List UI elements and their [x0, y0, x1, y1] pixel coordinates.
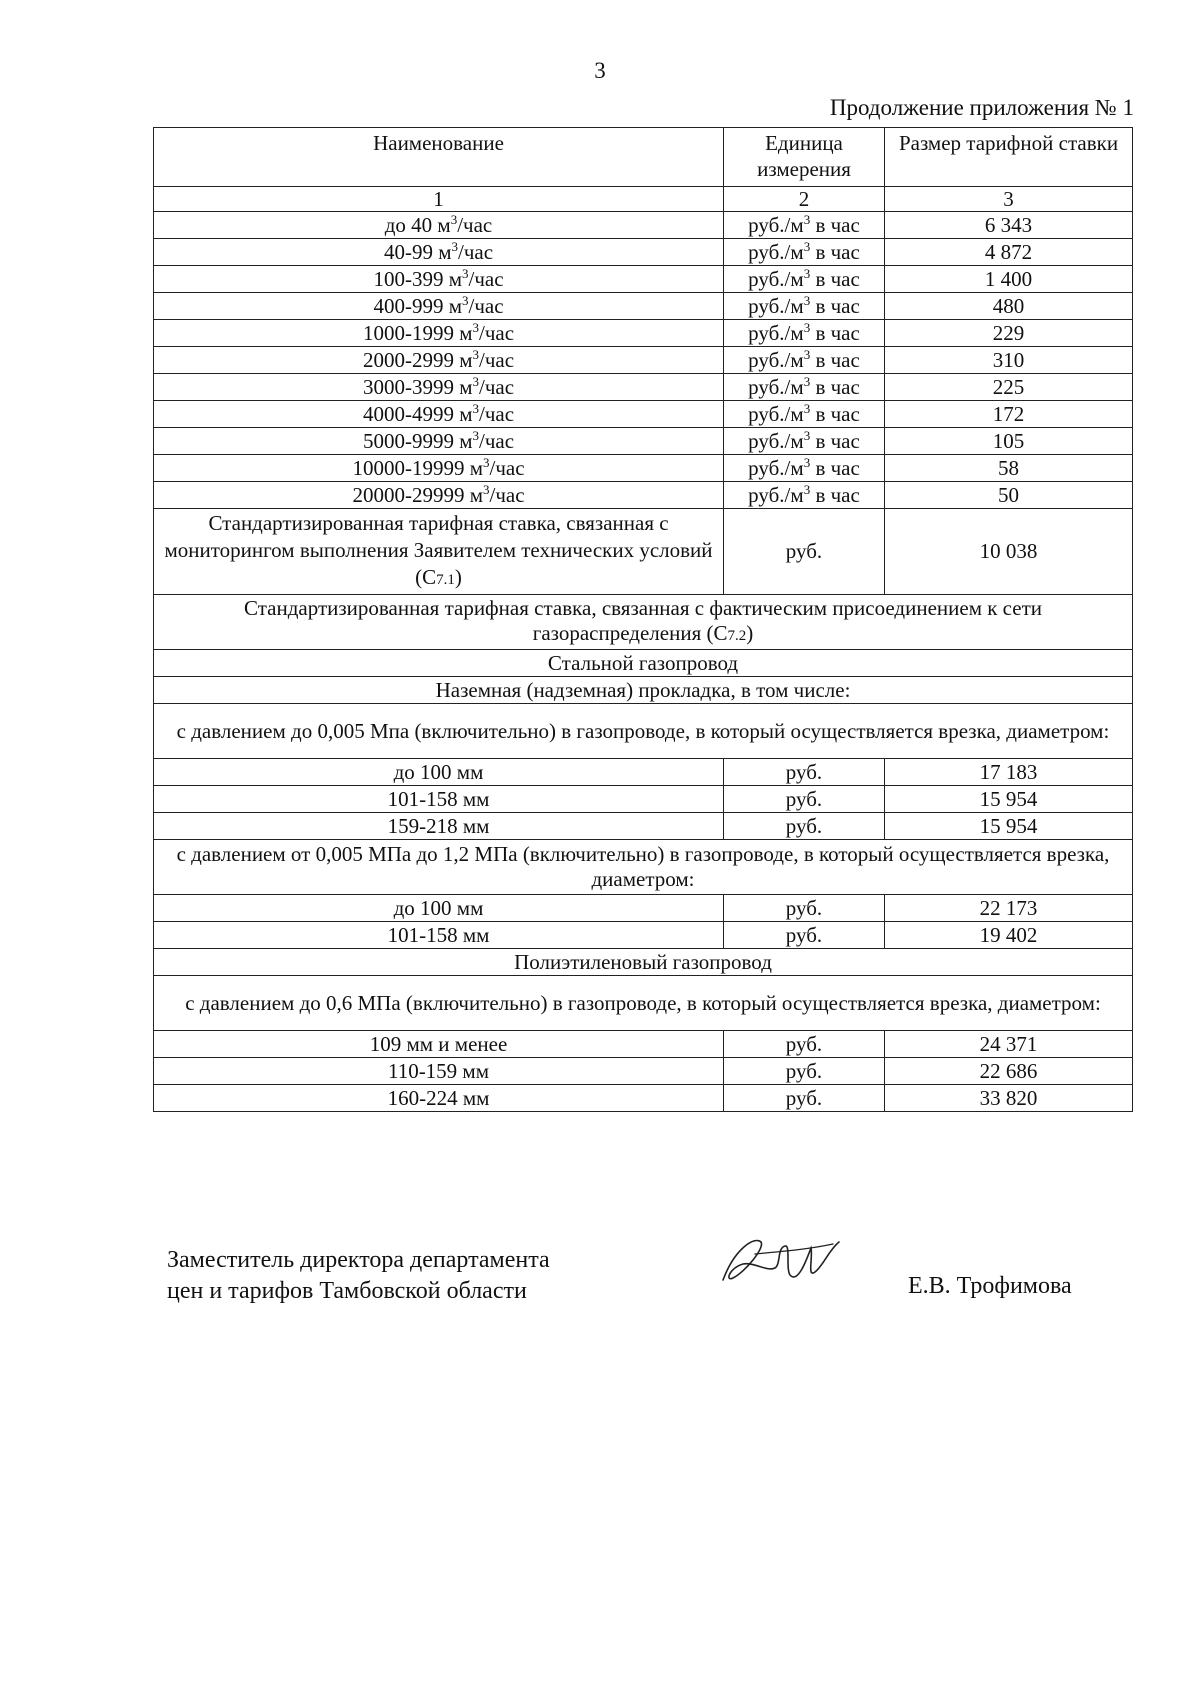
table-header-row — [154, 128, 1133, 187]
range-cell — [154, 320, 724, 347]
diameter-cell: до 100 мм — [154, 759, 724, 786]
range-unit: /час — [479, 401, 515, 426]
unit-cell: руб. — [724, 1031, 885, 1058]
unit-suffix: в час — [810, 428, 860, 453]
table-row — [154, 293, 1133, 320]
low-pressure-heading: с давлением до 0,005 Мпа (включительно) в газопроводе, в который осуществляется врезка, диаметром: — [154, 704, 1133, 759]
rate-cell: 19 402 — [885, 922, 1133, 949]
range-cell — [154, 401, 724, 428]
diameter-cell: до 100 мм — [154, 895, 724, 922]
unit-label: руб./м — [748, 239, 804, 264]
table-row — [154, 786, 1133, 813]
table-row — [154, 1031, 1133, 1058]
rate-cell: 4 872 — [885, 239, 1133, 266]
unit-superscript: 3 — [803, 400, 811, 416]
monitoring-row — [154, 509, 1133, 595]
range-label: 2000-2999 м — [362, 347, 473, 372]
table-row — [154, 455, 1133, 482]
unit-suffix: в час — [810, 293, 860, 318]
range-unit: /час — [479, 347, 515, 372]
unit-superscript: 3 — [803, 427, 811, 443]
unit-cell — [724, 347, 885, 374]
unit-cell — [724, 428, 885, 455]
unit-superscript: 3 — [803, 211, 811, 227]
rate-cell: 15 954 — [885, 786, 1133, 813]
section-heading-row — [154, 704, 1133, 759]
range-unit: /час — [489, 455, 525, 480]
table-row — [154, 374, 1133, 401]
unit-superscript: 3 — [451, 238, 458, 254]
table-row — [154, 482, 1133, 509]
table-row — [154, 401, 1133, 428]
monitoring-name: Стандартизированная тарифная ставка, связанная с мониторингом выполнения Заявителем технических условий (С — [164, 510, 713, 589]
position-line: цен и тарифов Тамбовской области — [167, 1278, 527, 1304]
section-heading-row — [154, 650, 1133, 677]
unit-label: руб./м — [748, 266, 804, 291]
unit-label: руб./м — [748, 293, 804, 318]
rate-cell: 105 — [885, 428, 1133, 455]
connection-heading-end: ) — [746, 620, 754, 645]
range-label: 3000-3999 м — [362, 374, 473, 399]
range-label: 4000-4999 м — [362, 401, 473, 426]
connection-heading-subscript: 7.2 — [727, 627, 747, 644]
position-line: Заместитель директора департамента — [167, 1247, 550, 1273]
range-cell — [154, 455, 724, 482]
aboveground-heading: Наземная (надземная) прокладка, в том числе: — [154, 677, 1133, 704]
unit-label: руб./м — [748, 212, 804, 237]
unit-label: руб./м — [748, 428, 804, 453]
rate-cell: 15 954 — [885, 813, 1133, 840]
unit-superscript: 3 — [472, 427, 479, 443]
range-label: 40-99 м — [383, 239, 452, 264]
rate-cell: 50 — [885, 482, 1133, 509]
unit-suffix: в час — [810, 320, 860, 345]
unit-superscript: 3 — [450, 211, 458, 227]
unit-superscript: 3 — [472, 346, 479, 362]
signatory-position — [167, 1245, 550, 1307]
rate-cell: 22 173 — [885, 895, 1133, 922]
unit-cell — [724, 374, 885, 401]
range-unit: /час — [468, 266, 504, 291]
range-label: 10000-19999 м — [352, 455, 483, 480]
unit-cell — [724, 455, 885, 482]
rate-cell: 172 — [885, 401, 1133, 428]
diameter-cell: 109 мм и менее — [154, 1031, 724, 1058]
range-cell — [154, 212, 724, 239]
range-cell — [154, 428, 724, 455]
unit-cell — [724, 401, 885, 428]
range-unit: /час — [479, 320, 515, 345]
table-row — [154, 428, 1133, 455]
monitoring-subscript: 7.1 — [436, 571, 455, 588]
unit-superscript: 3 — [483, 481, 490, 497]
unit-suffix: в час — [810, 455, 860, 480]
range-cell — [154, 266, 724, 293]
section-heading-row — [154, 840, 1133, 895]
range-cell — [154, 347, 724, 374]
unit-superscript: 3 — [803, 346, 811, 362]
unit-cell — [724, 239, 885, 266]
range-cell — [154, 374, 724, 401]
signatory-name: Е.В. Трофимова — [908, 1273, 1072, 1299]
unit-suffix: в час — [810, 374, 860, 399]
unit-superscript: 3 — [803, 373, 811, 389]
rate-cell: 22 686 — [885, 1058, 1133, 1085]
range-unit: /час — [479, 428, 515, 453]
rate-cell: 17 183 — [885, 759, 1133, 786]
unit-label: руб./м — [748, 401, 804, 426]
range-cell — [154, 293, 724, 320]
unit-suffix: в час — [810, 482, 860, 507]
connection-heading — [154, 595, 1133, 650]
unit-superscript: 3 — [803, 481, 811, 497]
table-row — [154, 266, 1133, 293]
unit-cell: руб. — [724, 895, 885, 922]
unit-cell — [724, 293, 885, 320]
appendix-label: Продолжение приложения № 1 — [829, 95, 1134, 120]
range-label: до 40 м — [384, 212, 451, 237]
table-row — [154, 347, 1133, 374]
table-row — [154, 813, 1133, 840]
range-label: 400-999 м — [373, 293, 462, 318]
unit-label: руб./м — [748, 374, 804, 399]
unit-cell: руб. — [724, 786, 885, 813]
rate-cell: 229 — [885, 320, 1133, 347]
unit-cell — [724, 266, 885, 293]
range-label: 5000-9999 м — [362, 428, 473, 453]
section-heading-row — [154, 949, 1133, 976]
unit-cell: руб. — [724, 1085, 885, 1112]
unit-suffix: в час — [810, 239, 860, 264]
range-unit: /час — [458, 239, 494, 264]
unit-cell: руб. — [724, 1058, 885, 1085]
column-number: 3 — [885, 187, 1133, 212]
rate-cell: 1 400 — [885, 266, 1133, 293]
table-row — [154, 239, 1133, 266]
unit-superscript: 3 — [472, 319, 479, 335]
unit-suffix: в час — [810, 401, 860, 426]
table-row — [154, 1058, 1133, 1085]
mid-pressure-heading: с давлением от 0,005 МПа до 1,2 МПа (включительно) в газопроводе, в который осуществляется врезка, диаметром: — [154, 840, 1133, 895]
unit-label: руб./м — [748, 320, 804, 345]
unit-suffix: в час — [810, 347, 860, 372]
unit-superscript: 3 — [462, 292, 469, 308]
table-row — [154, 922, 1133, 949]
range-cell — [154, 239, 724, 266]
unit-cell: руб. — [724, 509, 885, 595]
range-unit: /час — [468, 293, 504, 318]
unit-label: руб./м — [748, 347, 804, 372]
tariff-table — [153, 127, 1133, 1112]
pe-pressure-heading: с давлением до 0,6 МПа (включительно) в газопроводе, в который осуществляется врезка, диаметром: — [154, 976, 1133, 1031]
unit-cell — [724, 320, 885, 347]
unit-label: руб./м — [748, 455, 804, 480]
diameter-cell: 101-158 мм — [154, 786, 724, 813]
range-label: 100-399 м — [373, 266, 462, 291]
unit-superscript: 3 — [803, 265, 811, 281]
steel-heading: Стальной газопровод — [154, 650, 1133, 677]
unit-superscript: 3 — [803, 238, 811, 254]
table-row — [154, 759, 1133, 786]
section-heading-row — [154, 677, 1133, 704]
section-heading-row — [154, 976, 1133, 1031]
column-number: 2 — [724, 187, 885, 212]
column-number: 1 — [154, 187, 724, 212]
unit-superscript: 3 — [462, 265, 469, 281]
range-label: 20000-29999 м — [352, 482, 483, 507]
handwritten-signature — [715, 1228, 845, 1298]
pe-heading: Полиэтиленовый газопровод — [154, 949, 1133, 976]
unit-cell: руб. — [724, 922, 885, 949]
header-unit: Единица измерения — [724, 128, 885, 187]
table-row — [154, 212, 1133, 239]
range-label: 1000-1999 м — [362, 320, 473, 345]
unit-superscript: 3 — [803, 454, 811, 470]
unit-superscript: 3 — [472, 373, 479, 389]
rate-cell: 6 343 — [885, 212, 1133, 239]
range-unit: /час — [479, 374, 515, 399]
unit-cell — [724, 212, 885, 239]
header-name: Наименование — [154, 128, 724, 187]
unit-superscript: 3 — [803, 319, 811, 335]
range-cell — [154, 482, 724, 509]
unit-suffix: в час — [810, 266, 860, 291]
diameter-cell: 159-218 мм — [154, 813, 724, 840]
range-unit: /час — [457, 212, 493, 237]
rate-cell: 310 — [885, 347, 1133, 374]
unit-suffix: в час — [810, 212, 860, 237]
range-unit: /час — [489, 482, 525, 507]
table-row — [154, 1085, 1133, 1112]
unit-superscript: 3 — [483, 454, 490, 470]
monitoring-name-cell — [154, 509, 724, 595]
section-heading-row — [154, 595, 1133, 650]
page-number: 3 — [594, 58, 606, 83]
rate-cell: 24 371 — [885, 1031, 1133, 1058]
unit-cell: руб. — [724, 813, 885, 840]
unit-superscript: 3 — [472, 400, 479, 416]
diameter-cell: 101-158 мм — [154, 922, 724, 949]
rate-cell: 225 — [885, 374, 1133, 401]
rate-cell: 33 820 — [885, 1085, 1133, 1112]
unit-superscript: 3 — [803, 292, 811, 308]
diameter-cell: 110-159 мм — [154, 1058, 724, 1085]
column-numbers-row — [154, 187, 1133, 212]
monitoring-name-end: ) — [454, 564, 462, 589]
connection-heading-text: Стандартизированная тарифная ставка, связанная с фактическим присоединением к сети газораспределения (С — [244, 595, 1042, 645]
unit-cell — [724, 482, 885, 509]
rate-cell: 480 — [885, 293, 1133, 320]
rate-cell: 10 038 — [885, 509, 1133, 595]
header-rate: Размер тарифной ставки — [885, 128, 1133, 187]
rate-cell: 58 — [885, 455, 1133, 482]
unit-label: руб./м — [748, 482, 804, 507]
diameter-cell: 160-224 мм — [154, 1085, 724, 1112]
unit-cell: руб. — [724, 759, 885, 786]
table-row — [154, 895, 1133, 922]
table-row — [154, 320, 1133, 347]
